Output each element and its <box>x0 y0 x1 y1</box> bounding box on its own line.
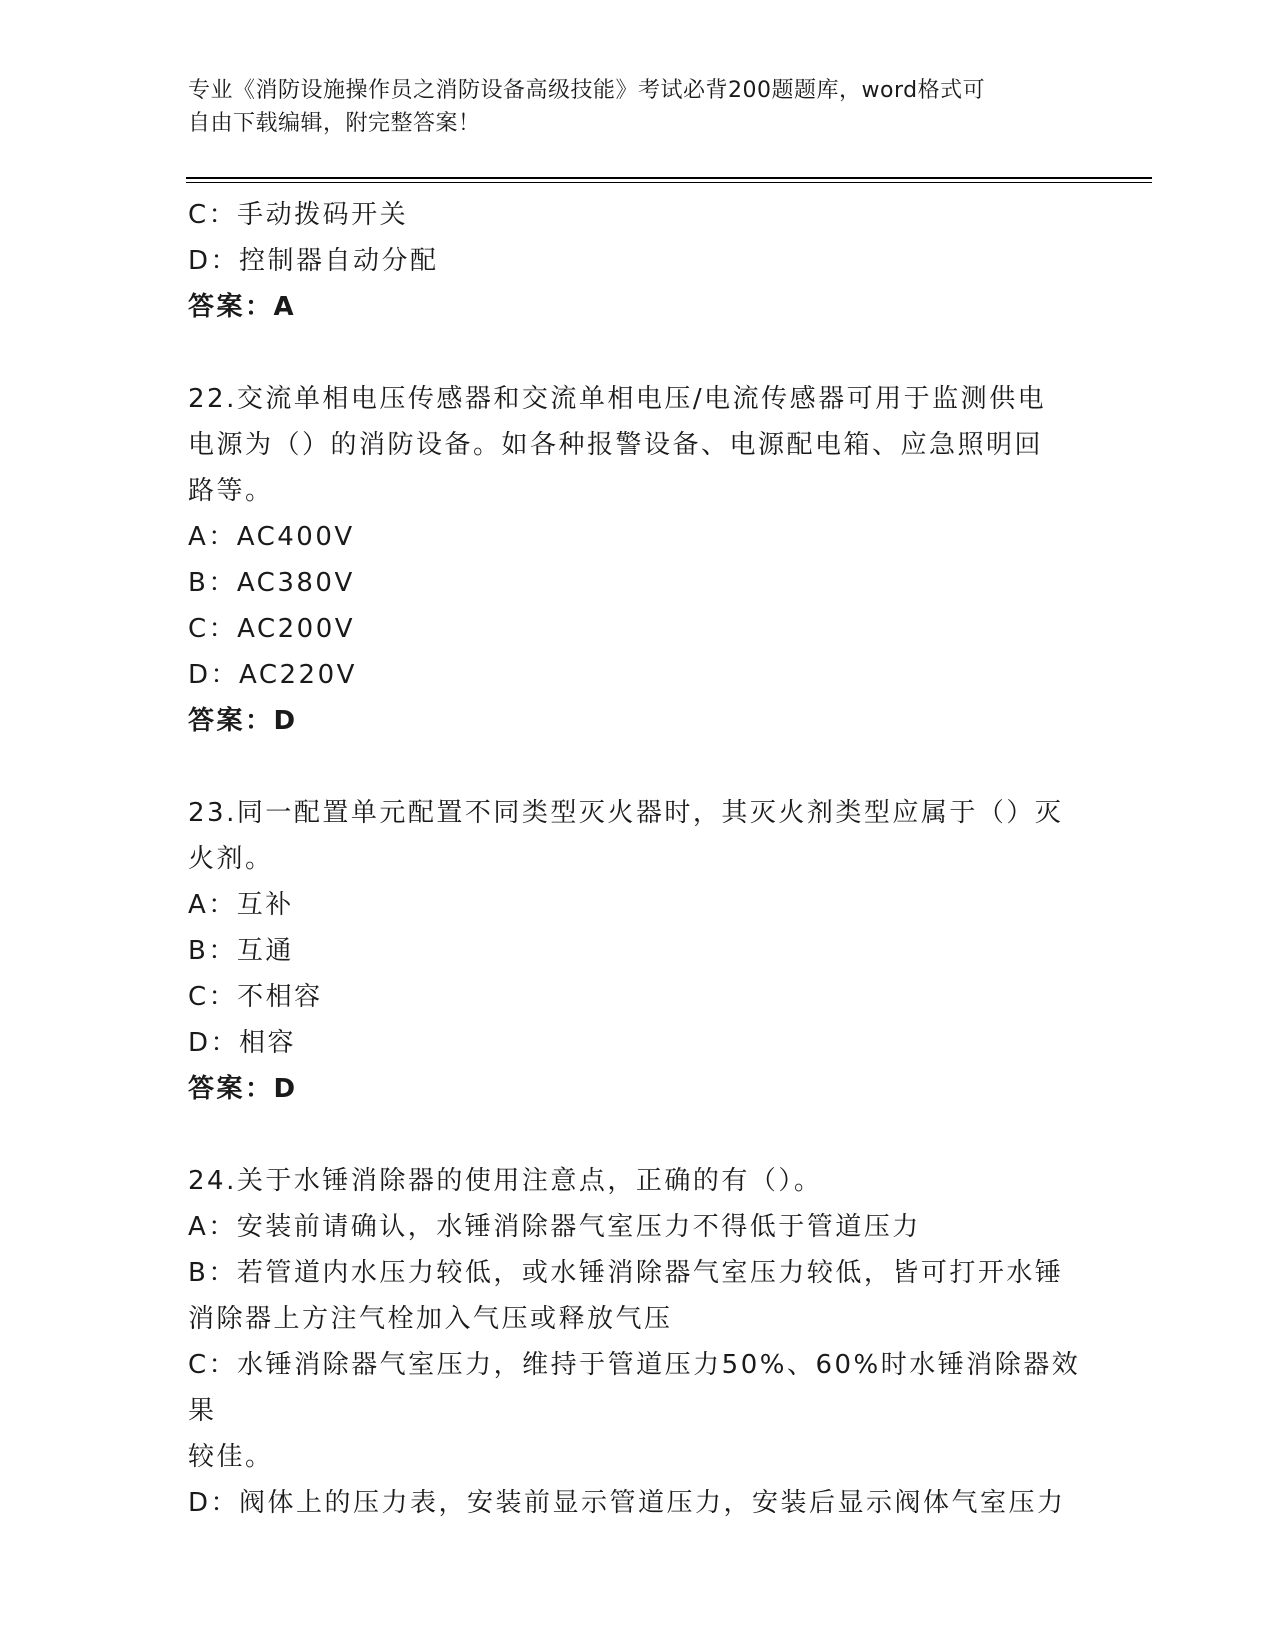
option-d: D：阀体上的压力表，安装前显示管道压力，安装后显示阀体气室压力 <box>188 1488 1066 1518</box>
question-stem: 22.交流单相电压传感器和交流单相电压/电流传感器可用于监测供电 <box>188 384 1047 414</box>
option-c: C：手动拨码开关 <box>188 200 409 230</box>
question-stem: 路等。 <box>188 476 274 506</box>
option-d: D：控制器自动分配 <box>188 246 439 276</box>
question-content <box>188 192 1088 1526</box>
question-23 <box>188 790 1088 1112</box>
question-21-tail <box>188 192 1088 330</box>
option-c: C：AC200V <box>188 614 356 644</box>
spacer <box>188 1112 1088 1158</box>
spacer <box>188 330 1088 376</box>
question-stem: 23.同一配置单元配置不同类型灭火器时，其灭火剂类型应属于（）灭 <box>188 798 1064 828</box>
option-d: D：AC220V <box>188 660 357 690</box>
question-stem: 火剂。 <box>188 844 274 874</box>
question-24 <box>188 1158 1088 1526</box>
answer-line: 答案：A <box>188 292 297 322</box>
spacer <box>188 744 1088 790</box>
header-rule-thin <box>186 182 1152 183</box>
option-a: A：安装前请确认，水锤消除器气室压力不得低于管道压力 <box>188 1212 921 1242</box>
question-22 <box>188 376 1088 744</box>
option-a: A：AC400V <box>188 522 355 552</box>
header-line-1: 专业《消防设施操作员之消防设备高级技能》考试必背200题题库，word格式可 <box>188 78 986 103</box>
option-c: C：水锤消除器气室压力，维持于管道压力50%、60%时水锤消除器效果 <box>188 1350 1081 1426</box>
header-rule-thick <box>186 177 1152 179</box>
option-c-continued: 较佳。 <box>188 1442 274 1472</box>
option-c: C：不相容 <box>188 982 323 1012</box>
option-b-continued: 消除器上方注气栓加入气压或释放气压 <box>188 1304 673 1334</box>
option-b: B：若管道内水压力较低，或水锤消除器气室压力较低，皆可打开水锤 <box>188 1258 1064 1288</box>
header-line-2: 自由下载编辑，附完整答案！ <box>188 111 481 136</box>
document-header <box>188 74 1068 140</box>
question-stem: 电源为（）的消防设备。如各种报警设备、电源配电箱、应急照明回 <box>188 430 1044 460</box>
option-d: D：相容 <box>188 1028 297 1058</box>
option-b: B：AC380V <box>188 568 355 598</box>
option-b: B：互通 <box>188 936 294 966</box>
answer-line: 答案：D <box>188 706 298 736</box>
answer-line: 答案：D <box>188 1074 298 1104</box>
option-a: A：互补 <box>188 890 294 920</box>
question-stem: 24.关于水锤消除器的使用注意点，正确的有（）。 <box>188 1166 823 1196</box>
